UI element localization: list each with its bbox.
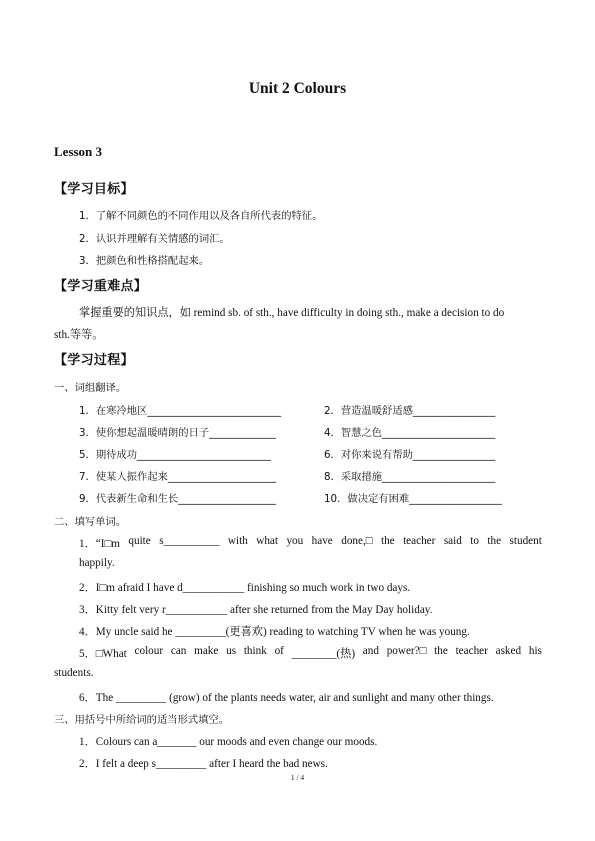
- part2-heading: 二、填写单词。: [54, 516, 127, 528]
- phrase-item-9: 9．代表新生命和生长___________________: [79, 493, 277, 505]
- phrase-item-7: 7．使某人振作起来_____________________: [79, 471, 277, 483]
- form-question-1: 1．Colours can a_______ our moods and even change our moods.: [79, 736, 378, 748]
- phrase-item-3: 3．使你想起温暖晴朗的日子_____________: [79, 427, 277, 439]
- phrase-item-4: 4．智慧之色______________________: [324, 427, 496, 439]
- part1-heading: 一、词组翻译。: [54, 382, 127, 394]
- fill-question-6: 6．The _________ (grow) of the plants needs water, air and sunlight and many other things.: [79, 692, 494, 704]
- phrase-item-10: 10．做决定有困难__________________: [324, 493, 502, 505]
- phrase-item-1: 1．在寒冷地区__________________________: [79, 405, 282, 417]
- fill-question-5: 5．□What colour can make us think of ________(热) and power?□ the teacher asked his: [79, 645, 542, 660]
- part3-heading: 三、用括号中所给词的适当形式填空。: [54, 714, 230, 726]
- keypoints-heading: 【学习重难点】: [54, 279, 148, 294]
- fill-question-5-cont: students.: [54, 667, 94, 679]
- fill-question-3: 3．Kitty felt very r___________ after she returned from the May Day holiday.: [79, 604, 433, 616]
- goal-item-3: 3．把颜色和性格搭配起来。: [79, 255, 210, 267]
- page-number: 1 / 4: [290, 773, 305, 782]
- fill-question-1: 1．“I□m quite s__________ with what you have done,□ the teacher said to the student: [79, 535, 542, 550]
- keypoints-text-1: 掌握重要的知识点，如 remind sb. of sth., have difficulty in doing sth., make a decision to do: [79, 307, 505, 319]
- fill-question-2: 2．I□m afraid I have d___________ finishing so much work in two days.: [79, 582, 411, 594]
- phrase-item-5: 5．期待成功__________________________: [79, 449, 271, 461]
- goal-item-1: 1．了解不同颜色的不同作用以及各自所代表的特征。: [79, 210, 323, 222]
- phrase-item-6: 6．对你来说有帮助________________: [324, 449, 496, 461]
- phrase-item-2: 2．营造温暖舒适感________________: [324, 405, 496, 417]
- goal-item-2: 2．认识并理解有关情感的词汇。: [79, 233, 230, 245]
- fill-question-4: 4．My uncle said he _________(更喜欢) reading to watching TV when he was young.: [79, 626, 470, 638]
- phrase-item-8: 8．采取措施______________________: [324, 471, 496, 483]
- form-question-2: 2．I felt a deep s_________ after I heard the bad news.: [79, 758, 328, 770]
- lesson-heading: Lesson 3: [54, 144, 103, 159]
- keypoints-text-2: sth.等等。: [54, 329, 104, 341]
- process-heading: 【学习过程】: [54, 353, 134, 368]
- goals-heading: 【学习目标】: [54, 182, 134, 197]
- page-title: Unit 2 Colours: [248, 80, 347, 97]
- fill-question-1-cont: happily.: [79, 557, 115, 569]
